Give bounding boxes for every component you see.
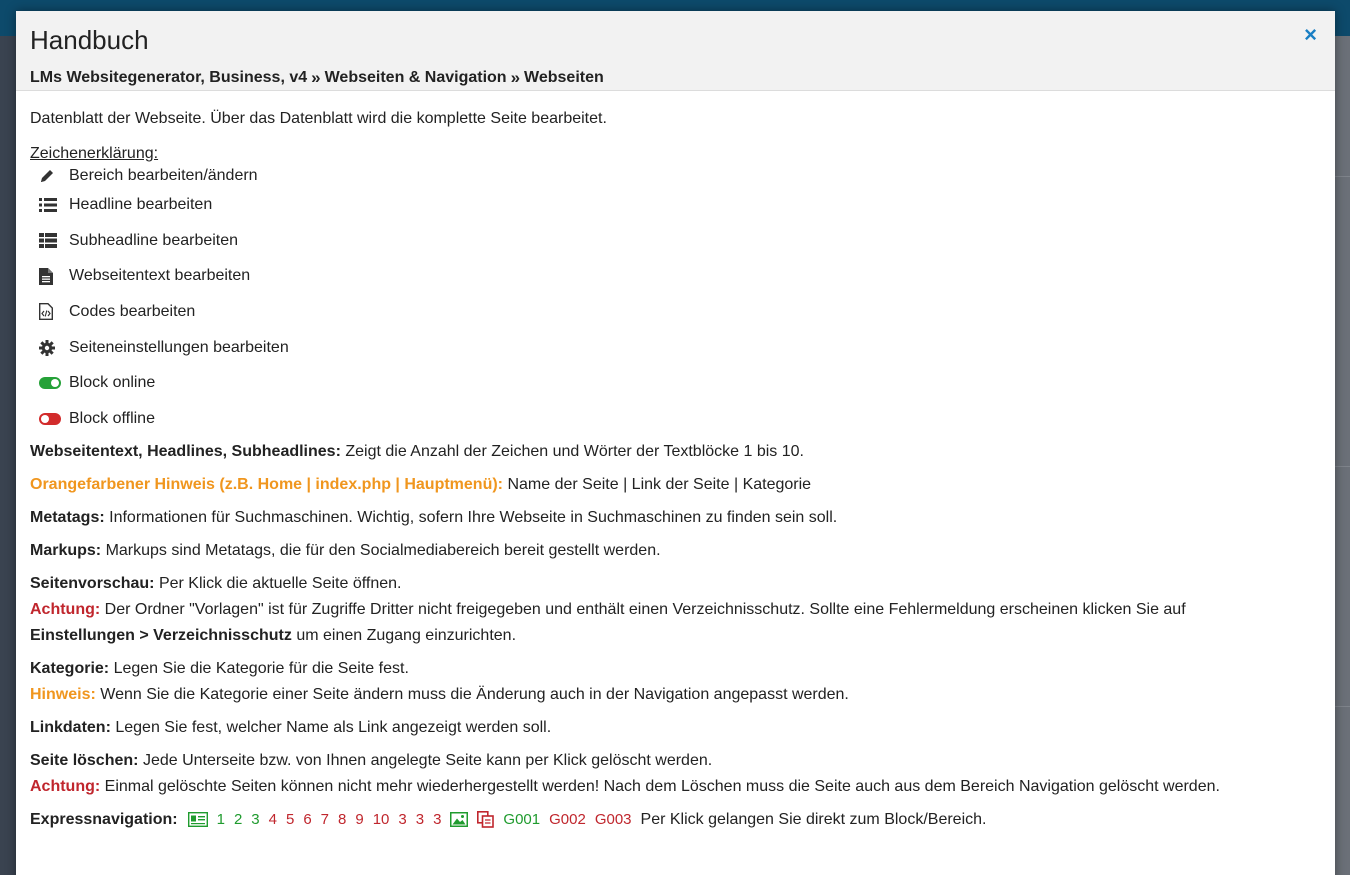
express-code-g003[interactable]: G003 <box>594 810 632 828</box>
legend-item-webtext <box>30 258 1321 294</box>
express-link-1[interactable]: 1 <box>216 810 225 828</box>
express-navigation: Expressnavigation: 1 2 3 4 5 6 7 8 9 10 3 3 3 G001 G002 G003 Per Klick gelangen Sie direkt zum Block/Bereich. <box>30 809 1321 831</box>
modal-header <box>16 11 1335 91</box>
app-sidebar-backdrop <box>0 36 16 875</box>
breadcrumb-item: Webseiten <box>524 69 604 86</box>
close-button[interactable]: × <box>1304 22 1317 47</box>
express-link-12[interactable]: 3 <box>415 810 425 828</box>
legend-label: Subheadline bearbeiten <box>69 231 239 249</box>
legend-item-settings <box>30 330 1321 366</box>
legend-label: Block online <box>69 374 156 392</box>
app-content-backdrop <box>1335 36 1350 875</box>
toggle-on-icon <box>39 374 61 392</box>
legend-item-subheadline <box>30 223 1321 259</box>
pencil-icon <box>39 167 61 185</box>
manual-modal <box>16 11 1335 875</box>
express-link-9[interactable]: 9 <box>355 810 364 828</box>
file-code-icon <box>39 303 61 321</box>
file-text-icon <box>39 267 61 285</box>
id-card-icon[interactable] <box>188 812 208 827</box>
legend-label: Block offline <box>69 409 155 427</box>
breadcrumb-separator: » <box>311 68 321 87</box>
breadcrumb-item: LMs Websitegenerator, Business, v4 <box>30 69 308 86</box>
preview-info: Seitenvorschau: Per Klick die aktuelle Seite öffnen. Achtung: Der Ordner "Vorlagen" ist für Zugriffe Dritter nicht freigegeben und enthält einen Verzeichnisschutz. Sollte eine Fehlermeldung erscheinen klicken Sie auf Einstellungen > Verzeichnisschutz um einen Zugang einzurichten. <box>30 574 1186 644</box>
category-info: Kategorie: Legen Sie die Kategorie für die Seite fest. Hinweis: Wenn Sie die Kategorie einer Seite ändern muss die Änderung auch in der Navigation angepasst werden. <box>30 659 849 703</box>
toggle-off-icon <box>39 410 61 428</box>
express-link-13[interactable]: 3 <box>433 810 442 828</box>
breadcrumb-separator: » <box>510 68 521 87</box>
legend-label: Webseitentext bearbeiten <box>69 267 251 285</box>
settings-path: Einstellungen > Verzeichnisschutz <box>30 626 292 644</box>
linkdata-info: Linkdaten: Legen Sie fest, welcher Name als Link angezeigt werden soll. <box>30 718 552 736</box>
copy-icon[interactable] <box>477 811 494 828</box>
orange-hint-info: Orangefarbener Hinweis (z.B. Home | index.php | Hauptmenü): Name der Seite | Link der Seite | Kategorie <box>30 475 812 493</box>
legend-label: Headline bearbeiten <box>69 195 213 213</box>
textblocks-info: Webseitentext, Headlines, Subheadlines: Zeigt die Anzahl der Zeichen und Wörter der Textblöcke 1 bis 10. <box>30 442 804 460</box>
express-link-8[interactable]: 8 <box>338 810 347 828</box>
express-code-g001[interactable]: G001 <box>503 810 541 828</box>
modal-title: Handbuch <box>30 25 149 55</box>
express-link-11[interactable]: 3 <box>398 810 407 828</box>
delete-info: Seite löschen: Jede Unterseite bzw. von Ihnen angelegte Seite kann per Klick gelöscht werden. Achtung: Einmal gelöschte Seiten können nicht mehr wiederhergestellt werden! Nach dem Löschen muss die Seite auch aus dem Bereich Navigation gelöscht werden. <box>30 751 1220 795</box>
express-code-g002[interactable]: G002 <box>549 810 586 828</box>
express-link-10[interactable]: 10 <box>372 810 390 828</box>
legend-item-headline <box>30 187 1321 223</box>
metatags-info: Metatags: Informationen für Suchmaschinen. Wichtig, sofern Ihre Webseite in Suchmaschinen zu finden sein soll. <box>30 508 838 526</box>
express-link-6[interactable]: 6 <box>303 810 312 828</box>
express-link-7[interactable]: 7 <box>320 810 330 828</box>
legend-item-edit <box>30 165 1321 187</box>
intro-text: Datenblatt der Webseite. Über das Datenblatt wird die komplette Seite bearbeitet. <box>30 110 607 127</box>
gear-icon <box>39 339 61 357</box>
modal-body <box>16 91 1335 831</box>
express-link-2[interactable]: 2 <box>233 810 243 828</box>
legend-item-online <box>30 365 1321 401</box>
express-link-5[interactable]: 5 <box>285 810 295 828</box>
legend-item-codes <box>30 294 1321 330</box>
list-icon <box>39 196 61 214</box>
legend-label: Seiteneinstellungen bearbeiten <box>69 338 289 356</box>
th-list-icon <box>39 232 61 250</box>
legend-label: Bereich bearbeiten/ändern <box>69 167 258 184</box>
legend-heading: Zeichenerklärung: <box>30 145 159 162</box>
breadcrumb <box>30 68 1321 88</box>
express-link-4[interactable]: 4 <box>268 810 277 828</box>
breadcrumb-item: Webseiten & Navigation <box>324 69 507 86</box>
legend-label: Codes bearbeiten <box>69 302 196 320</box>
image-icon[interactable] <box>450 812 468 827</box>
express-link-3[interactable]: 3 <box>251 810 260 828</box>
legend-item-offline <box>30 401 1321 437</box>
markups-info: Markups: Markups sind Metatags, die für den Socialmediabereich bereit gestellt werden. <box>30 541 661 559</box>
